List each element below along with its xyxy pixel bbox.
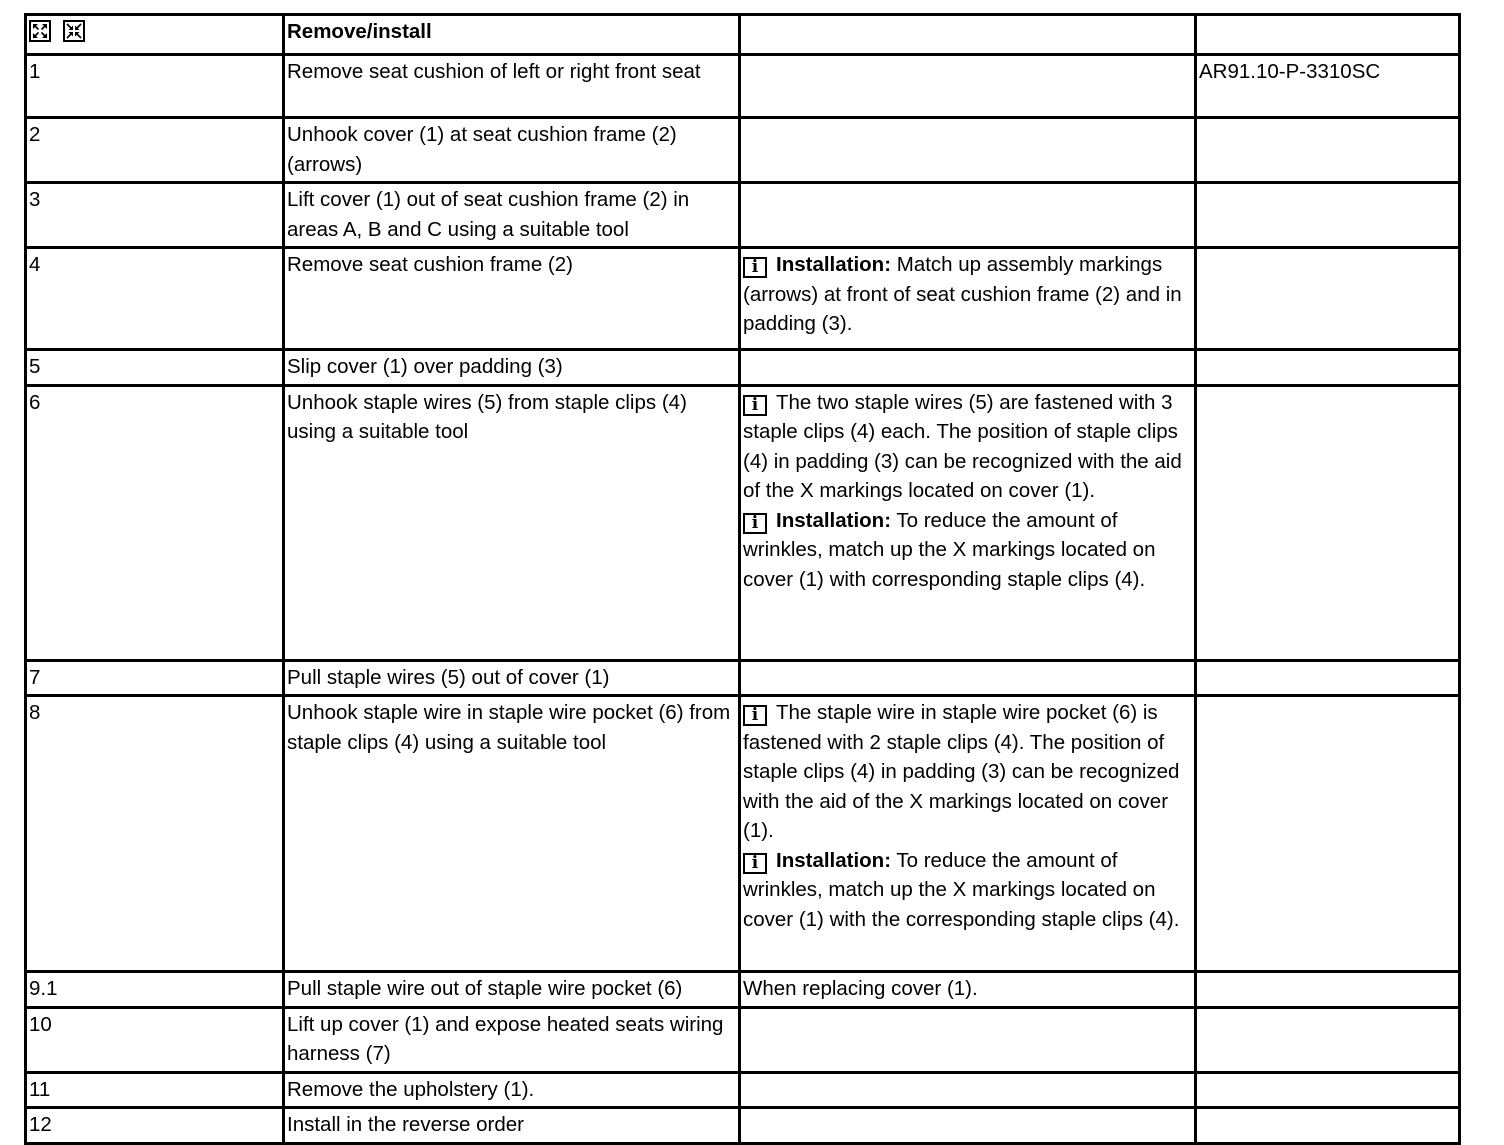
note-text: Match up assembly markings (arrows) at front of seat cushion frame (2) and in padding (3). (743, 253, 1182, 335)
note-label: Installation: (776, 848, 892, 872)
step-action: Unhook cover (1) at seat cushion frame (2) (arrows) (284, 118, 740, 183)
table-row (26, 1072, 1460, 1108)
table-row (26, 183, 1460, 248)
step-notes (740, 696, 1196, 972)
step-action: Lift up cover (1) and expose heated seats wiring harness (7) (284, 1007, 740, 1072)
step-action: Remove seat cushion of left or right front seat (284, 55, 740, 118)
info-note (743, 506, 1192, 595)
info-note (743, 250, 1192, 339)
step-number: 8 (26, 696, 284, 972)
step-notes (740, 1108, 1196, 1144)
table-header-row (26, 15, 1460, 55)
note-text: To reduce the amount of wrinkles, match up the X markings located on cover (1) with corresponding staple clips (4). (743, 508, 1156, 591)
step-notes (740, 350, 1196, 386)
step-notes (740, 248, 1196, 350)
info-note (743, 698, 1192, 846)
step-notes (740, 118, 1196, 183)
step-action: Unhook staple wires (5) from staple clips (4) using a suitable tool (284, 385, 740, 660)
step-number: 1 (26, 55, 284, 118)
step-number: 5 (26, 350, 284, 386)
step-reference (1196, 385, 1460, 660)
step-number: 6 (26, 385, 284, 660)
info-icon: i (743, 853, 767, 874)
note-label: Installation: (776, 508, 892, 532)
table-row (26, 972, 1460, 1008)
step-reference (1196, 1108, 1460, 1144)
step-action: Install in the reverse order (284, 1108, 740, 1144)
table-row (26, 385, 1460, 660)
step-number: 12 (26, 1108, 284, 1144)
step-reference (1196, 183, 1460, 248)
table-row (26, 1007, 1460, 1072)
step-action: Remove the upholstery (1). (284, 1072, 740, 1108)
note-text: To reduce the amount of wrinkles, match up the X markings located on cover (1) with the corresponding staple clips (4). (743, 848, 1180, 931)
info-icon: i (743, 257, 767, 278)
table-row (26, 696, 1460, 972)
step-action: Pull staple wire out of staple wire pocket (6) (284, 972, 740, 1008)
step-notes: When replacing cover (1). (740, 972, 1196, 1008)
step-action: Slip cover (1) over padding (3) (284, 350, 740, 386)
step-number: 3 (26, 183, 284, 248)
step-reference (1196, 1007, 1460, 1072)
info-icon: i (743, 513, 767, 534)
table-row (26, 660, 1460, 696)
info-note (743, 846, 1192, 935)
step-action: Unhook staple wire in staple wire pocket (6) from staple clips (4) using a suitable tool (284, 696, 740, 972)
step-number: 2 (26, 118, 284, 183)
step-notes (740, 55, 1196, 118)
step-action: Remove seat cushion frame (2) (284, 248, 740, 350)
table-row (26, 55, 1460, 118)
step-notes (740, 385, 1196, 660)
step-number: 11 (26, 1072, 284, 1108)
step-notes (740, 1072, 1196, 1108)
header-title: Remove/install (284, 15, 740, 55)
info-icon: i (743, 395, 767, 416)
expand-collapse-controls (29, 17, 280, 42)
step-reference (1196, 118, 1460, 183)
info-note (743, 388, 1192, 506)
header-icons-cell (26, 15, 284, 55)
step-notes (740, 660, 1196, 696)
step-reference (1196, 248, 1460, 350)
step-action: Pull staple wires (5) out of cover (1) (284, 660, 740, 696)
table-row (26, 1108, 1460, 1144)
step-notes (740, 1007, 1196, 1072)
header-notes-cell (740, 15, 1196, 55)
step-notes (740, 183, 1196, 248)
note-text: The two staple wires (5) are fastened with 3 staple clips (4) each. The position of staple clips (4) in padding (3) can be recognized with the aid of the X markings located on cover (1). (743, 390, 1182, 502)
table-row (26, 350, 1460, 386)
expand-all-icon[interactable] (29, 20, 51, 42)
step-reference (1196, 696, 1460, 972)
info-icon: i (743, 705, 767, 726)
step-number: 4 (26, 248, 284, 350)
step-reference (1196, 972, 1460, 1008)
step-reference: AR91.10-P-3310SC (1196, 55, 1460, 118)
step-reference (1196, 1072, 1460, 1108)
step-number: 10 (26, 1007, 284, 1072)
table-row (26, 118, 1460, 183)
table-row (26, 248, 1460, 350)
header-reference-cell (1196, 15, 1460, 55)
collapse-all-icon[interactable] (63, 20, 85, 42)
note-label: Installation: (776, 253, 892, 276)
step-number: 7 (26, 660, 284, 696)
step-number: 9.1 (26, 972, 284, 1008)
step-reference (1196, 350, 1460, 386)
procedure-table (24, 13, 1461, 1145)
procedure-table-body (26, 15, 1460, 1144)
note-text: The staple wire in staple wire pocket (6) is fastened with 2 staple clips (4). The position of staple clips (4) in padding (3) can be recognized with the aid of the X markings located on cover (1). (743, 701, 1180, 842)
step-reference (1196, 660, 1460, 696)
step-action: Lift cover (1) out of seat cushion frame (2) in areas A, B and C using a suitable tool (284, 183, 740, 248)
